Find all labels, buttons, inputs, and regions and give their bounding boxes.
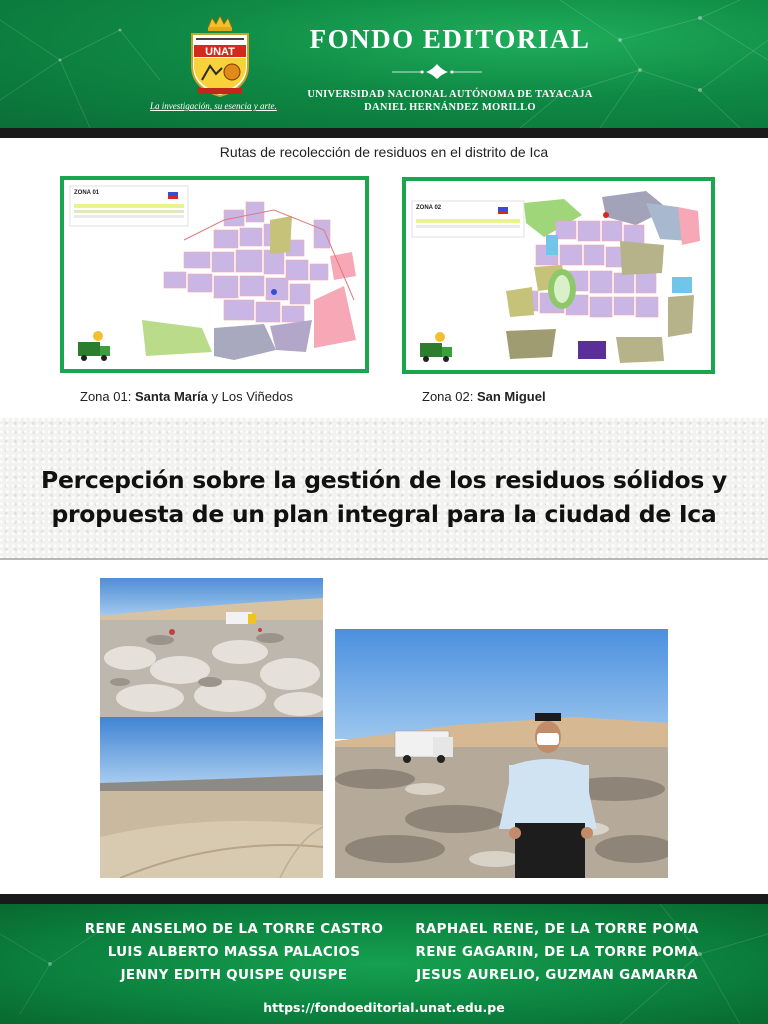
- header-banner: [0, 0, 768, 128]
- unat-logo: [186, 14, 254, 100]
- author-name: LUIS ALBERTO MASSA PALACIOS: [107, 944, 361, 960]
- authors-right-column: [407, 918, 707, 987]
- author-name: JESUS AURELIO, GUZMAN GAMARRA: [416, 967, 698, 983]
- caption-prefix: Zona 02:: [422, 389, 477, 404]
- brand-title: FONDO EDITORIAL: [309, 24, 591, 54]
- title-divider: [0, 558, 768, 560]
- university-line: UNIVERSIDAD NACIONAL AUTÓNOMA DE TAYACAJA: [307, 89, 593, 100]
- university-sub-line: DANIEL HERNÁNDEZ MORILLO: [364, 102, 536, 113]
- zone1-tag: ZONA 01: [74, 190, 100, 196]
- author-name: JENNY EDITH QUISPE QUISPE: [120, 967, 348, 983]
- book-title-line-2: propuesta de un plan integral para la ciudad de Ica: [51, 500, 717, 528]
- publisher-url: https://fondoeditorial.unat.edu.pe: [263, 1000, 505, 1015]
- author-name: RAPHAEL RENE, DE LA TORRE POMA: [415, 921, 699, 937]
- book-title-line-1: Percepción sobre la gestión de los residuos sólidos y: [41, 466, 727, 494]
- ornament-icon: [392, 62, 482, 80]
- caption-bold: Santa María: [134, 389, 208, 404]
- caption-bold: San Miguel: [476, 389, 546, 404]
- logo-text: UNAT: [205, 46, 235, 58]
- authors-left-column: [84, 918, 384, 987]
- map-zone-02: [402, 177, 715, 374]
- caption-prefix: Zona 01:: [80, 389, 135, 404]
- footer-divider: [0, 894, 768, 904]
- map-caption-zone-01: [80, 389, 293, 404]
- photo-desert-landfill: [100, 717, 323, 878]
- map-zone-01: [60, 176, 369, 373]
- photo-person-landfill: [335, 629, 668, 878]
- map-caption-zone-02: [422, 389, 546, 404]
- author-name: RENE GAGARIN, DE LA TORRE POMA: [415, 944, 699, 960]
- zone2-tag: ZONA 02: [416, 205, 442, 211]
- photo-landfill-waste: [100, 578, 323, 717]
- author-name: RENE ANSELMO DE LA TORRE CASTRO: [84, 921, 384, 937]
- caption-rest: y Los Viñedos: [207, 389, 293, 404]
- maps-title: Rutas de recolección de residuos en el distrito de Ica: [219, 144, 549, 160]
- footer-banner: [0, 904, 768, 1024]
- university-name: [280, 88, 620, 114]
- logo-tagline: La investigación, su esencia y arte.: [150, 101, 277, 111]
- header-divider: [0, 128, 768, 138]
- book-title: [0, 463, 768, 531]
